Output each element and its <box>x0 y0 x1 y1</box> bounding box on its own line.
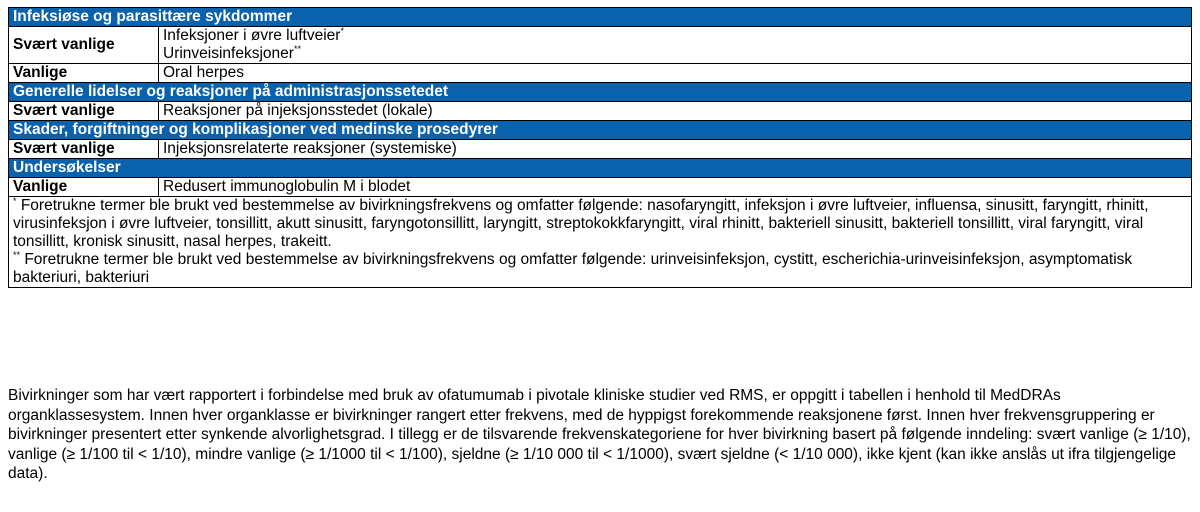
terms-cell <box>159 102 1192 121</box>
terms-cell <box>159 27 1192 64</box>
footnote <box>13 251 1191 287</box>
category-row <box>9 121 1192 140</box>
footnote-marker: ** <box>13 250 21 260</box>
footnote-marker: * <box>340 26 344 36</box>
category-heading: Undersøkelser <box>9 159 1192 178</box>
reaction-term-text: Redusert immunoglobulin M i blodet <box>163 178 411 195</box>
footnote-text: Foretrukne termer ble brukt ved bestemmelse av bivirkningsfrekvens og omfatter følgende: urinveisinfeksjon, cystitt, escherichia-urinveisinfeksjon, asymptomatisk bakteriuri, bakteriuri <box>13 251 1133 286</box>
table-row <box>9 27 1192 64</box>
footnotes-row <box>9 197 1192 288</box>
table-row <box>9 102 1192 121</box>
category-heading: Infeksiøse og parasittære sykdommer <box>9 8 1192 27</box>
reaction-term-text: Infeksjoner i øvre luftveier <box>163 27 341 44</box>
reaction-term <box>163 27 1191 45</box>
reaction-term-text: Oral herpes <box>163 64 244 81</box>
reaction-term <box>163 140 1191 158</box>
footnotes-cell <box>9 197 1192 288</box>
footnote <box>13 197 1191 251</box>
table-row <box>9 178 1192 197</box>
reaction-term-text: Injeksjonsrelaterte reaksjoner (systemiske) <box>163 140 457 157</box>
body-paragraph: Bivirkninger som har vært rapportert i forbindelse med bruk av ofatumumab i pivotale kliniske studier ved RMS, er oppgitt i tabellen i henhold til MedDRAs organklassesystem. Innen hver organklasse er bivirkninger rangert etter frekvens, med de hyppigst forekommende reaksjonene først. Innen hver frekvensgruppering er bivirkninger presentert etter synkende alvorlighetsgrad. I tillegg er de tilsvarende frekvenskategoriene for hver bivirkning basert på følgende inndeling: svært vanlige (≥ 1/10), vanlige (≥ 1/100 til < 1/10), mindre vanlige (≥ 1/1000 til < 1/100), sjeldne (≥ 1/10 000 til < 1/1000), svært sjeldne (< 1/10 000), ikke kjent (kan ikke anslås ut ifra tilgjengelige data). <box>8 387 1191 482</box>
category-row <box>9 83 1192 102</box>
footnote-marker: * <box>13 196 17 206</box>
frequency-cell: Vanlige <box>9 64 159 83</box>
reaction-term <box>163 178 1191 196</box>
frequency-cell: Svært vanlige <box>9 102 159 121</box>
footnote-text: Foretrukne termer ble brukt ved bestemmelse av bivirkningsfrekvens og omfatter følgende: nasofaryngitt, infeksjon i øvre luftveier, influensa, sinusitt, faryngitt, rhinitt, virusinfeksjon i øvre luftveier, tonsillitt, akutt sinusitt, faryngotonsillitt, laryngitt, streptokokkfaryngitt, viral rhinitt, bakteriell sinusitt, bakteriell tonsillitt, viral faryngitt, viral tonsillitt, kronisk sinusitt, nasal herpes, trakeitt. <box>13 197 1149 250</box>
terms-cell <box>159 64 1192 83</box>
frequency-cell: Svært vanlige <box>9 27 159 64</box>
table-row <box>9 64 1192 83</box>
frequency-cell: Vanlige <box>9 178 159 197</box>
terms-cell <box>159 140 1192 159</box>
category-row <box>9 159 1192 178</box>
terms-cell <box>159 178 1192 197</box>
category-row <box>9 8 1192 27</box>
frequency-cell: Svært vanlige <box>9 140 159 159</box>
footnote-marker: ** <box>293 44 301 54</box>
reaction-term <box>163 64 1191 82</box>
reaction-term-text: Urinveisinfeksjoner <box>163 45 294 62</box>
category-heading: Skader, forgiftninger og komplikasjoner ved medinske prosedyrer <box>9 121 1192 140</box>
adverse-reactions-table <box>8 7 1192 288</box>
table-row <box>9 140 1192 159</box>
reaction-term <box>163 45 1191 63</box>
reaction-term <box>163 102 1191 120</box>
category-heading: Generelle lidelser og reaksjoner på administrasjonssetedet <box>9 83 1192 102</box>
reaction-term-text: Reaksjoner på injeksjonsstedet (lokale) <box>163 102 433 119</box>
